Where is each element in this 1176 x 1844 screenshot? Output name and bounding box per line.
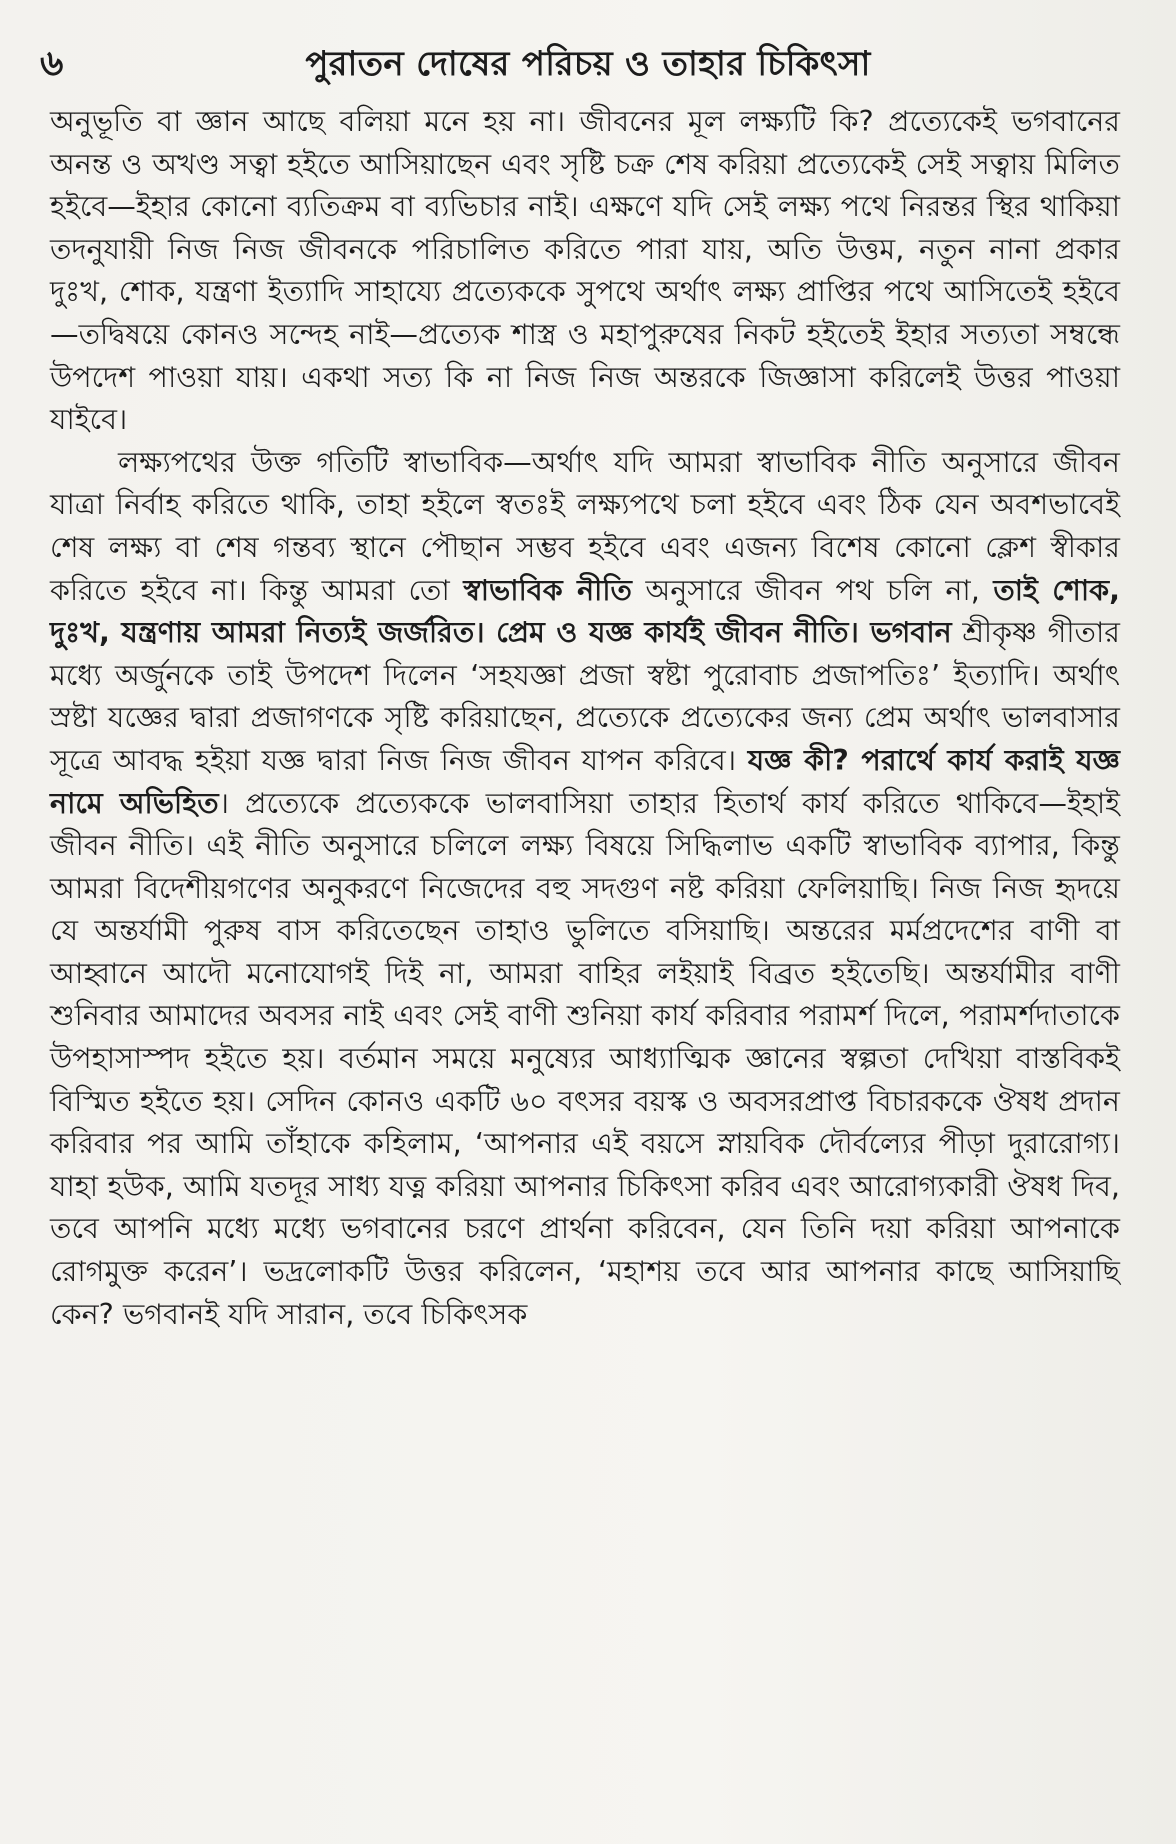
paragraph-2-text-b: অনুসারে জীবন পথ চলি না, [631,572,994,607]
paragraph-2-text-a: লক্ষ্যপথের উক্ত গতিটি স্বাভাবিক—অর্থাৎ যদি আমরা স্বাভাবিক নীতি অনুসারে জীবন যাত্রা নির্বাহ করিতে থাকি, তাহা হইলে স্বতঃই লক্ষ্যপথে চলা হইবে এবং ঠিক যেন অবশভাবেই শেষ লক্ষ্য বা শেষ গন্তব্য স্থানে পৌছান সম্ভব হইবে এবং এজন্য বিশেষ কোনো ক্লেশ স্বীকার করিতে হইবে না। কিন্তু আমরা তো [50,444,1120,607]
paragraph-2-text-d: । প্রত্যেকে প্রত্যেককে ভালবাসিয়া তাহার হিতার্থ কার্য করিতে থাকিবে—ইহাই জীবন নীতি। এই নীতি অনুসারে চলিলে লক্ষ্য বিষয়ে সিদ্ধিলাভ একটি স্বাভাবিক ব্যাপার, কিন্তু আমরা বিদেশীয়গণের অনুকরণে নিজেদের বহু সদগুণ নষ্ট করিয়া ফেলিয়াছি। নিজ নিজ হৃদয়ে যে অন্তর্যামী পুরুষ বাস করিতেছেন তাহাও ভুলিতে বসিয়াছি। অন্তরের মর্মপ্রদেশের বাণী বা আহ্বানে আদৌ মনোযোগই দিই না, আমরা বাহির লইয়াই বিব্রত হইতেছি। অন্তর্যামীর বাণী শুনিবার আমাদের অবসর নাই এবং সেই বাণী শুনিয়া কার্য করিবার পরামর্শ দিলে, পরামর্শদাতাকে উপহাসাস্পদ হইতে হয়। বর্তমান সময়ে মনুষ্যের আধ্যাত্মিক জ্ঞানের স্বল্পতা দেখিয়া বাস্তবিকই বিস্মিত হইতে হয়। সেদিন কোনও একটি ৬০ বৎসর বয়স্ক ও অবসরপ্রাপ্ত বিচারককে ঔষধ প্রদান করিবার পর আমি তাঁহাকে কহিলাম, ‘আপনার এই বয়সে স্নায়বিক দৌর্বল্যের পীড়া দুরারোগ্য। যাহা হউক, আমি যতদূর সাধ্য যত্ন করিয়া আপনার চিকিৎসা করিব এবং আরোগ্যকারী ঔষধ দিব, তবে আপনি মধ্যে মধ্যে ভগবানের চরণে প্রার্থনা করিবেন, যেন তিনি দয়া করিয়া আপনাকে রোগমুক্ত করেন’। ভদ্রলোকটি উত্তর করিলেন, ‘মহাশয় তবে আর আপনার কাছে আসিয়াছি কেন? ভগবানই যদি সারান, তবে চিকিৎসক [50,785,1120,1331]
paragraph-2-bold-b: তাই শোক, দুঃখ, যন্ত্রণায় আমরা নিত্যই জর্জরিত। প্রেম ও যজ্ঞ কার্যই জীবন নীতি। ভগবান [50,572,1120,650]
body-text [50,100,1120,1335]
page-header [0,18,1176,90]
paragraph-2-text-c: শ্রীকৃষ্ণ গীতার মধ্যে অর্জুনকে তাই উপদেশ দিলেন ‘সহযজ্ঞা প্রজা স্বষ্টা পুরোবাচ প্রজাপতিঃ’ ইত্যাদি। অর্থাৎ স্রষ্টা যজ্ঞের দ্বারা প্রজাগণকে সৃষ্টি করিয়াছেন, প্রত্যেকে প্রত্যেকের জন্য প্রেম অর্থাৎ ভালবাসার সূত্রে আবদ্ধ হইয়া যজ্ঞ দ্বারা নিজ নিজ জীবন যাপন করিবে। [50,615,1120,777]
page-number: ৬ [40,43,64,84]
paragraph-2-bold-c: যজ্ঞ কী? পরার্থে কার্য করাই যজ্ঞ নামে অভিহিত [50,742,1120,820]
paragraph-2-bold-a: স্বাভাবিক নীতি [463,572,632,607]
running-title: পুরাতন দোষের পরিচয় ও তাহার চিকিৎসা [305,44,871,84]
paragraph-1: অনুভূতি বা জ্ঞান আছে বলিয়া মনে হয় না। জীবনের মূল লক্ষ্যটি কি? প্রত্যেকেই ভগবানের অনন্ত ও অখণ্ড সত্বা হইতে আসিয়াছেন এবং সৃষ্টি চক্র শেষ করিয়া প্রত্যেকেই সেই সত্বায় মিলিত হইবে—ইহার কোনো ব্যতিক্রম বা ব্যভিচার নাই। এক্ষণে যদি সেই লক্ষ্য পথে নিরন্তর স্থির থাকিয়া তদনুযায়ী নিজ নিজ জীবনকে পরিচালিত করিতে পারা যায়, অতি উত্তম, নতুন নানা প্রকার দুঃখ, শোক, যন্ত্রণা ইত্যাদি সাহায্যে প্রত্যেককে সুপথে অর্থাৎ লক্ষ্য প্রাপ্তির পথে আসিতেই হইবে—তদ্বিষয়ে কোনও সন্দেহ নাই—প্রত্যেক শাস্ত্র ও মহাপুরুষের নিকট হইতেই ইহার সত্যতা সম্বন্ধে উপদেশ পাওয়া যায়। একথা সত্য কি না নিজ নিজ অন্তরকে জিজ্ঞাসা করিলেই উত্তর পাওয়া যাইবে। [50,104,1120,437]
paragraph-2 [50,441,1120,1335]
